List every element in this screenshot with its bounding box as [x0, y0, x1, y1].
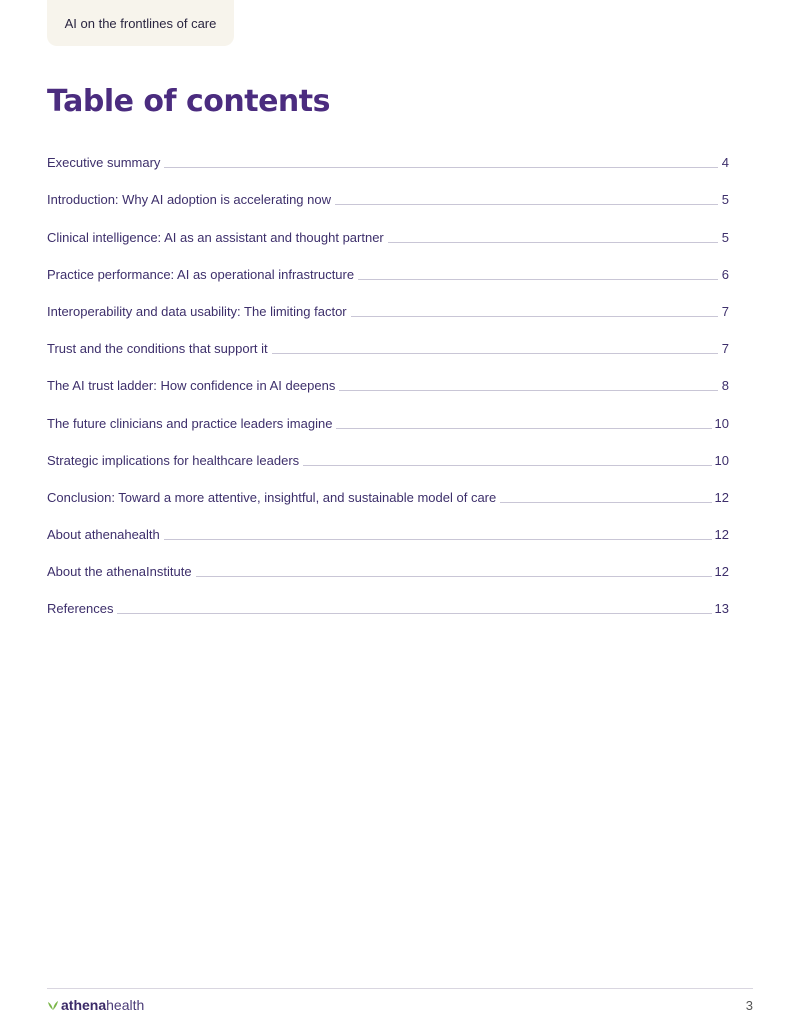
toc-entry[interactable] [47, 220, 729, 257]
toc-entry-label: About athenahealth [47, 527, 160, 543]
toc-entry-page: 12 [714, 564, 729, 580]
leaf-icon [47, 999, 59, 1011]
toc-entry-page: 12 [714, 527, 729, 543]
toc-leader-line [336, 427, 711, 429]
toc-leader-line [272, 352, 718, 354]
toc-entry-page: 7 [721, 341, 729, 357]
toc-entry-page: 8 [721, 378, 729, 394]
toc-leader-line [388, 241, 718, 243]
toc-entry-page: 13 [714, 601, 729, 617]
toc-leader-line [196, 575, 712, 577]
toc-entry[interactable] [47, 444, 729, 481]
toc-entry-label: Strategic implications for healthcare leaders [47, 452, 300, 468]
toc-leader-line [339, 389, 718, 391]
toc-entry-label: The AI trust ladder: How confidence in AI deepens [47, 378, 336, 394]
toc-entry-page: 5 [721, 229, 729, 245]
logo-text-bold: athena [61, 997, 107, 1013]
toc-leader-line [351, 315, 718, 317]
toc-entry[interactable] [47, 258, 729, 295]
header-tab [47, 0, 234, 46]
logo-text-light: health [106, 997, 145, 1013]
header-tab-label: AI on the frontlines of care [64, 16, 217, 31]
toc-entry[interactable] [47, 146, 729, 183]
toc-entry-page: 12 [714, 489, 729, 505]
toc-leader-line [335, 203, 718, 205]
toc-entry-label: Trust and the conditions that support it [47, 341, 268, 357]
page-title: Table of contents [47, 84, 330, 119]
toc-leader-line [500, 501, 711, 503]
toc-entry-page: 10 [714, 452, 729, 468]
toc-entry-label: Interoperability and data usability: The limiting factor [47, 303, 347, 319]
page-number: 3 [745, 998, 753, 1013]
toc-entry-label: Executive summary [47, 155, 161, 171]
toc-entry-page: 7 [721, 303, 729, 319]
athenahealth-logo [47, 997, 144, 1013]
toc-entry-label: The future clinicians and practice leaders imagine [47, 415, 333, 431]
toc-entry-label: Practice performance: AI as operational infrastructure [47, 266, 355, 282]
toc-leader-line [358, 278, 718, 280]
toc-entry-label: Clinical intelligence: AI as an assistant and thought partner [47, 229, 384, 245]
toc-entry[interactable] [47, 295, 729, 332]
table-of-contents [47, 146, 729, 629]
toc-entry[interactable] [47, 369, 729, 406]
toc-entry-label: About the athenaInstitute [47, 564, 192, 580]
toc-entry[interactable] [47, 332, 729, 369]
toc-entry-label: Introduction: Why AI adoption is accelerating now [47, 192, 331, 208]
toc-leader-line [117, 612, 711, 614]
toc-entry-label: References [47, 601, 114, 617]
toc-entry[interactable] [47, 518, 729, 555]
toc-entry-label: Conclusion: Toward a more attentive, insightful, and sustainable model of care [47, 489, 497, 505]
toc-entry-page: 10 [714, 415, 729, 431]
toc-leader-line [164, 538, 712, 540]
toc-entry[interactable] [47, 555, 729, 592]
footer-divider [47, 988, 753, 989]
toc-entry-page: 5 [721, 192, 729, 208]
toc-entry[interactable] [47, 406, 729, 443]
toc-entry[interactable] [47, 592, 729, 629]
toc-leader-line [303, 464, 711, 466]
toc-entry[interactable] [47, 183, 729, 220]
toc-entry-page: 4 [721, 155, 729, 171]
toc-entry[interactable] [47, 481, 729, 518]
toc-entry-page: 6 [721, 266, 729, 282]
toc-leader-line [164, 166, 718, 168]
